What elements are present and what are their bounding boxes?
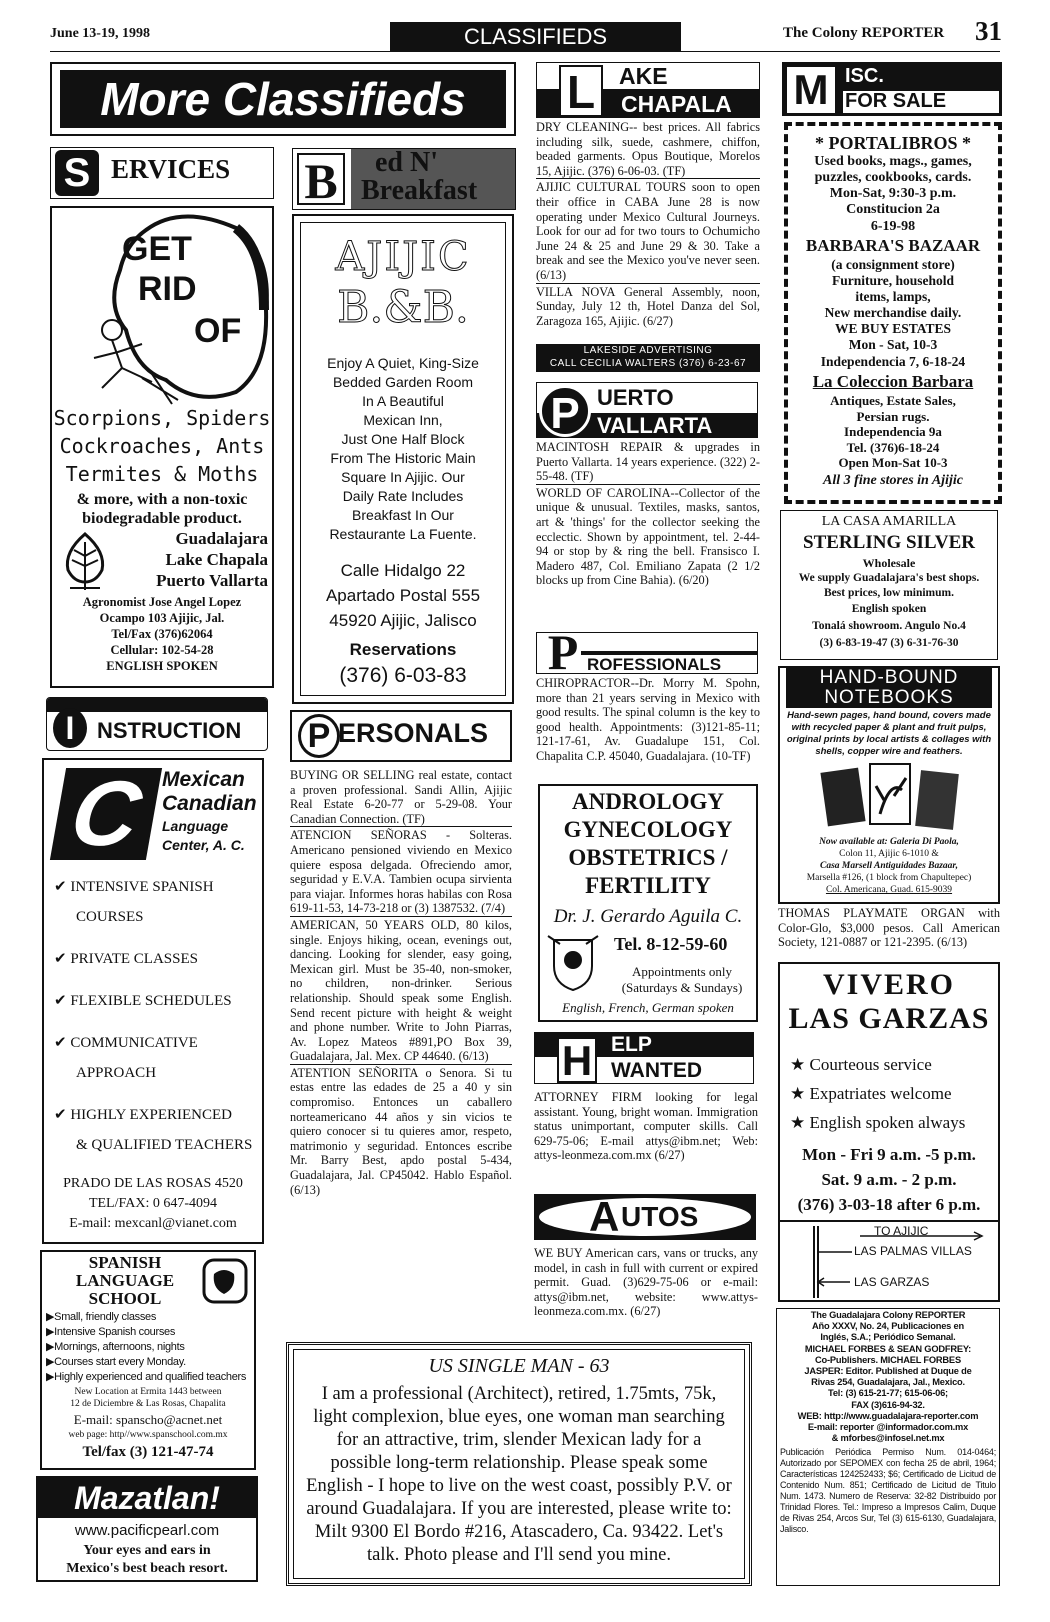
mc-address: PRADO DE LAS ROSAS 4520 — [63, 1176, 243, 1191]
pest-line-2: Cockroaches, Ants — [59, 434, 265, 458]
puerto-title-1: UERTO — [597, 385, 674, 410]
mazatlan-web: www.pacificpearl.com — [74, 1522, 220, 1539]
services-header — [50, 147, 274, 199]
header-rule — [50, 51, 1000, 52]
bnb-title-1: ed N' — [375, 148, 438, 178]
bnb-desc-4: Mexican Inn, — [363, 412, 443, 428]
bnb-name-1: AJIJIC — [335, 234, 471, 280]
notebooks-desc-3: original prints by local artists & collages with — [786, 734, 992, 745]
mc-item-1b: COURSES — [76, 909, 144, 925]
pest-city-3: Puerto Vallarta — [156, 571, 268, 590]
pest-get: GET — [122, 230, 192, 268]
bnb-letter: B — [297, 153, 345, 205]
personals-header — [290, 710, 512, 762]
pest-city-2: Lake Chapala — [165, 550, 268, 569]
portalibros-ad — [784, 122, 1002, 504]
pest-agronomist: Agronomist Jose Angel Lopez — [82, 595, 242, 609]
bug-character-icon — [82, 308, 192, 408]
barbaras-line-4: items, lamps, — [855, 289, 931, 304]
mc-logo: C — [50, 768, 162, 860]
single-body: I am a professional (Architect), retired, 1.75mts, 75k, light complexion, blue eyes, one woman man searching for an attractive, trim, slender Mexican lady for a possible long-term relationship. Please speak some English - I hope to live on the west coast, possibly P.V. or around Guadalajara. If you are interested, please write to: Milt 9300 El Bordo #216, Atascadero, Ca. 93422. Let's talk. Photo please and I'll send you mine. — [306, 1384, 732, 1565]
andro-line-4: FERTILITY — [585, 873, 711, 898]
bnb-desc-6: From The Historic Main — [330, 450, 476, 466]
services-title: ERVICES — [111, 154, 231, 184]
pest-line-1: Scorpions, Spiders — [53, 406, 271, 430]
coleccion-footer: All 3 fine stores in Ajijic — [823, 473, 963, 488]
masthead-line-8: Tel: (3) 615-21-77; 615-06-06; — [828, 1388, 948, 1399]
sls-bullet-1: ▶Small, friendly classes — [46, 1311, 157, 1323]
mc-item-2: ✔ PRIVATE CLASSES — [54, 951, 198, 967]
pest-line-4: & more, with a non-toxic — [76, 491, 248, 508]
puerto-letter: P — [539, 385, 591, 437]
pest-control-ad — [50, 206, 274, 688]
pest-english: ENGLISH SPOKEN — [106, 659, 218, 673]
bnb-desc-3: In A Beautiful — [362, 393, 444, 409]
barbaras-hours: Mon - Sat, 10-3 — [848, 337, 938, 352]
mc-item-5b: & QUALIFIED TEACHERS — [76, 1137, 253, 1153]
bnb-address-1: Calle Hidalgo 22 — [340, 561, 466, 580]
vivero-ad — [778, 962, 1000, 1302]
mouth-logo-icon — [202, 1258, 248, 1304]
page-number: 31 — [975, 16, 1002, 46]
andro-phone: Tel. 8-12-59-60 — [614, 934, 728, 954]
bnb-desc-5: Just One Half Block — [341, 431, 465, 447]
bnb-name-2: B.&B. — [337, 282, 469, 333]
bnb-header — [292, 148, 516, 210]
masthead-line-2: Año XXXV, No. 24, Publicaciones en — [812, 1321, 964, 1332]
silver-line-3: Wholesale — [862, 556, 916, 570]
help-title-2: WANTED — [611, 1059, 702, 1082]
personal-ad-1: BUYING OR SELLING real estate, contact a proven professional. Sandi Allin, Ajijic Real Estate 6-20-77 or 5-29-08. Your Canadian Connection. (TF) — [290, 768, 512, 826]
banner-frame — [50, 62, 516, 136]
pest-city-1: Guadalajara — [175, 529, 268, 548]
masthead-line-5: Co-Publishers. MICHAEL FORBES — [815, 1354, 961, 1365]
personal-ad-2: ATENCION SEÑORAS - Solteras. Americano pensioned viviendo en Mexico quiere esposa delgada. Ofreciendo amor, seguridad y E.V.A. Tambien ocupa sirvienta para viajar. Informes horas habilas con Rosa 619-11-53, 14-73-218 or (3) 1387532. (7/4) — [290, 828, 512, 916]
lake-letter: L — [559, 65, 603, 117]
barbaras-line-3: Furniture, household — [831, 273, 955, 288]
bnb-reservations: Reservations — [349, 640, 457, 659]
silver-showroom: Tonalá showroom. Angulo No.4 — [812, 620, 966, 632]
lake-ad-2: AJIJIC CULTURAL TOURS soon to open their office in CABA June 28 is now operating under Mexico Cultural Journeys. Look for our ad for two tours to Ochumicho June 24 & 25 and June 29 & 30. Take a break and see the Mexico you've never seen. (6/13) — [536, 180, 760, 282]
lake-title-2: CHAPALA — [621, 91, 732, 117]
map-las-garzas: LAS GARZAS — [854, 1275, 930, 1289]
pest-telfax: Tel/Fax (376)62064 — [111, 627, 213, 641]
pest-line-5: biodegradable product. — [82, 510, 242, 527]
vivero-weekday-hours: Mon - Fri 9 a.m. -5 p.m. — [802, 1145, 976, 1164]
masthead-line-10: WEB: http://www.guadalajara-reporter.com — [797, 1410, 979, 1421]
bnb-title-2: Breakfast — [361, 175, 478, 206]
puerto-title-2: VALLARTA — [597, 413, 713, 438]
andro-line-1: ANDROLOGY — [571, 789, 725, 814]
mc-item-3: ✔ FLEXIBLE SCHEDULES — [54, 993, 232, 1009]
notebooks-illustration — [820, 760, 960, 832]
map-las-palmas: LAS PALMAS VILLAS — [854, 1244, 972, 1258]
vivero-phone: (376) 3-03-18 after 6 p.m. — [797, 1195, 981, 1214]
masthead-legal: Publicación Periódica Permiso Num. 014-0464; Autorizado por SEPOMEX con fecha 25 de abril, 1964; Características 124252433; $6; Certificado de Licitud de Contenido Num. 851; Certificado de Licitud de Titulo Num. 1473. Numero de Reserva: 32-82 Distribuido por Trinidad Flores. Tel.: Impreso a Impresos Calim, Duque de Rivas 254, Arcos Sur, Tel (3) 615-6130, Guadalajara, Jalisco. — [780, 1447, 996, 1534]
bnb-desc-8: Daily Rate Includes — [342, 488, 464, 504]
mexican-canadian-ad — [42, 758, 264, 1244]
andro-languages: English, French, German spoken — [562, 1000, 734, 1015]
section-title: CLASSIFIEDS — [390, 22, 681, 52]
vivero-title-2: LAS GARZAS — [788, 1002, 990, 1035]
andro-appointments: Appointments only — [631, 964, 733, 979]
lake-ad-1: DRY CLEANING-- best prices. All fabrics including silk, suede, cashmere, chiffon, beaded garments. Opus Boutique, Morelos 15, Ajijic. (376) 6-06-03. (TF) — [536, 120, 760, 178]
masthead-line-6: JASPER: Editor. Published at Duque de — [804, 1366, 972, 1377]
professionals-header — [536, 632, 758, 674]
sls-bullet-5: ▶Highly experienced and qualified teachers — [46, 1371, 247, 1383]
professionals-letter: P — [547, 632, 579, 674]
pest-address: Ocampo 103 Ajijic, Jal. — [99, 611, 225, 625]
notebooks-avail-5: Col. Americana, Guad. 615-9039 — [825, 885, 953, 895]
personals-title: ERSONALS — [338, 718, 489, 748]
porta-address: Constitucion 2a — [846, 202, 940, 217]
sls-bullet-2: ▶Intensive Spanish courses — [46, 1326, 176, 1338]
misc-letter: M — [787, 67, 835, 113]
sls-title-3: SCHOOL — [88, 1289, 162, 1308]
mc-name-4: Center, A. C. — [162, 837, 245, 853]
andro-line-3: OBSTETRICS / — [568, 845, 728, 870]
mazatlan-ad — [36, 1476, 258, 1582]
notebooks-avail-2: Colon 11, Ajijic 6-1010 & — [839, 849, 939, 859]
mazatlan-tag-2: Mexico's best beach resort. — [66, 1561, 228, 1576]
mazatlan-tag-1: Your eyes and ears in — [83, 1543, 211, 1558]
puerto-ad-2: WORLD OF CAROLINA--Collector of the unique & unusual. Textiles, masks, santos, art & 'things' for the collector seeking the ecclectic. Shown by appointment, tel. 2-44-94 or stop by & ring the bell. Fransisco I. Madero 487, Col. Emiliano Zapata (2 1/2 blocks up from Cine Bahia). (6/20) — [536, 485, 760, 588]
autos-title: UTOS — [621, 1201, 699, 1232]
misc-title-1: ISC. — [845, 65, 884, 87]
lake-title-1: AKE — [619, 63, 668, 89]
single-title: US SINGLE MAN - 63 — [428, 1355, 610, 1377]
masthead-line-12: & mforbes@infosel.net.mx — [831, 1433, 945, 1444]
silver-line-5: Best prices, low minimum. — [823, 587, 954, 599]
notebooks-avail-1: Now available at: Galeria Di Paola, — [819, 837, 959, 847]
silver-line-1: LA CASA AMARILLA — [821, 514, 957, 529]
mc-email: E-mail: mexcanl@vianet.com — [69, 1216, 237, 1231]
bnb-desc-7: Square In Ajijic. Our — [341, 469, 465, 485]
banner-title: More Classifieds — [60, 70, 506, 128]
personal-ad-3: AMERICAN, 50 YEARS OLD, 80 kilos, single. Enjoys hiking, ocean, evenings out, dancing. Looking for slender, easy going, Mexican girl. Must be 35-40, non-smoker, no children, non-drinker. Serious relationship. Should speak some English. Send recent picture with height & weight and phone number. Write to John Piarras, Av. Lopez Mateos #891,PO Box 39, Guadalajara, Jal. Mex. CP 44640. (6/13) — [290, 917, 512, 1064]
professionals-title: ROFESSIONALS — [587, 655, 722, 674]
vivero-service: ★ Courteous service — [790, 1055, 932, 1074]
lake-ad-3: VILLA NOVA General Assembly, noon, Sunday, July 12 th, Hotel Danza del Sol, Zaragoza 165, Ajijic. (6/27) — [536, 284, 760, 328]
help-title-1: ELP — [611, 1033, 652, 1056]
porta-title: * PORTALIBROS * — [814, 133, 972, 153]
vivero-english: ★ English spoken always — [790, 1113, 966, 1132]
silver-line-4: We supply Guadalajara's best shops. — [798, 572, 980, 584]
coleccion-line-3: Persian rugs. — [856, 408, 930, 424]
notebooks-desc-2: with recycled paper & plant and fruit pulps, — [791, 722, 987, 733]
masthead-line-9: FAX (3)616-94-32. — [851, 1399, 925, 1410]
attorney-ad: ATTORNEY FIRM looking for legal assistant. Young, bright woman. Immigration status unimportant, computer skills. Call 629-75-06; E-mail attys@ibm.net; Web: attys-leonmeza.com.mx (6/27) — [534, 1090, 758, 1163]
paper-name: The Colony REPORTER — [783, 25, 945, 41]
mc-item-5: ✔ HIGHLY EXPERIENCED — [54, 1107, 232, 1123]
instruction-title: NSTRUCTION — [97, 718, 242, 743]
masthead-line-1: The Guadalajara Colony REPORTER — [810, 1310, 966, 1320]
notebooks-title-1: HAND-BOUND — [819, 668, 959, 688]
masthead-line-3: Inglés, S.A.; Periódico Semanal. — [820, 1332, 956, 1343]
casa-amarilla-ad — [780, 510, 998, 660]
lakeside-call: CALL CECILIA WALTERS (376) 6-23-67 — [549, 358, 747, 369]
sls-location-2: 12 de Diciembre & Las Rosas, Chapalita — [70, 1399, 226, 1409]
vivero-title-1: VIVERO — [822, 968, 955, 1001]
services-letter: S — [55, 150, 99, 196]
notebooks-desc-1: Hand-sewn pages, hand bound, covers made — [787, 710, 991, 721]
andrology-ad — [538, 784, 758, 1022]
mc-item-4: ✔ COMMUNICATIVE — [54, 1035, 198, 1051]
sls-bullet-4: ▶Courses start every Monday. — [46, 1356, 186, 1368]
mc-name-2: Canadian — [162, 792, 257, 815]
barbaras-title: BARBARA'S BAZAAR — [805, 236, 981, 255]
misc-title-2: FOR SALE — [845, 90, 947, 112]
pest-line-3: Termites & Moths — [65, 462, 259, 486]
single-man-ad — [286, 1342, 752, 1586]
mc-name-3: Language — [162, 818, 229, 834]
notebooks-avail-4: Marsella #126, (1 block from Chapultepec) — [806, 873, 972, 883]
page-date: June 13-19, 1998 — [50, 26, 150, 41]
andro-line-2: GYNECOLOGY — [563, 817, 733, 842]
barbaras-line-5: New merchandise daily. — [824, 305, 962, 320]
medical-seal-icon — [546, 932, 600, 994]
pest-cellular: Cellular: 102-54-28 — [110, 643, 214, 657]
barbaras-line-2: (a consignment store) — [831, 257, 955, 272]
coleccion-line-2: Antiques, Estate Sales, — [830, 393, 956, 408]
help-header — [534, 1032, 754, 1084]
silver-line-2: STERLING SILVER — [803, 532, 975, 553]
sls-title-1: SPANISH — [88, 1253, 162, 1272]
coleccion-title: La Coleccion Barbara — [812, 372, 974, 391]
notebooks-desc-4: shells, copper wire and feathers. — [815, 746, 963, 757]
help-letter: H — [557, 1037, 597, 1083]
porta-phone: 6-19-98 — [870, 219, 916, 234]
lakeside-advertising: LAKESIDE ADVERTISING — [583, 345, 713, 356]
mc-item-4b: APPROACH — [76, 1065, 157, 1081]
coleccion-hours: Open Mon-Sat 10-3 — [838, 455, 948, 470]
notebooks-avail-3: Casa Marsell Antiguidades Bazaar, — [820, 861, 958, 871]
sls-location-1: New Location at Ermita 1443 between — [74, 1387, 222, 1397]
autos-letter: A — [589, 1194, 620, 1240]
bnb-phone: (376) 6-03-83 — [339, 664, 467, 687]
masthead-line-11: E-mail: reporter @informador.com.mx — [807, 1422, 969, 1433]
sls-title-2: LANGUAGE — [75, 1271, 175, 1290]
mazatlan-title: Mazatlan! — [38, 1478, 256, 1518]
silver-phones: (3) 6-83-19-47 (3) 6-31-76-30 — [819, 637, 959, 649]
instruction-letter: I — [53, 708, 87, 748]
autos-header — [534, 1194, 756, 1240]
personals-letter: P — [298, 714, 340, 758]
leaf-logo-icon — [60, 532, 110, 592]
barbaras-line-6: WE BUY ESTATES — [834, 321, 952, 336]
barbaras-address: Independencia 7, 6-18-24 — [820, 354, 966, 369]
andro-days: (Saturdays & Sundays) — [621, 980, 743, 995]
masthead-line-7: Rivas 254, Guadalajara, Jal., Mexico. — [811, 1377, 965, 1388]
instruction-bar — [47, 698, 267, 712]
vivero-saturday-hours: Sat. 9 a.m. - 2 p.m. — [821, 1170, 957, 1189]
porta-line-2: Used books, mags., games, — [814, 154, 972, 169]
bnb-desc-9: Breakfast In Our — [352, 507, 454, 523]
mc-item-1: ✔ INTENSIVE SPANISH — [54, 879, 214, 895]
silver-line-6: English spoken — [851, 603, 927, 615]
spanish-school-ad — [40, 1250, 256, 1470]
bnb-desc-10: Restaurante La Fuente. — [329, 526, 477, 542]
bnb-address-2: Apartado Postal 555 — [325, 586, 481, 605]
instruction-header — [46, 697, 268, 751]
pest-rid: RID — [138, 270, 197, 308]
lake-header — [536, 62, 760, 118]
sls-telfax: Tel/fax (3) 121-47-74 — [82, 1444, 214, 1460]
coleccion-address: Independencia 9a — [844, 424, 942, 439]
bnb-address-3: 45920 Ajijic, Jalisco — [329, 611, 477, 630]
sls-bullet-3: ▶Mornings, afternoons, nights — [46, 1341, 185, 1353]
puerto-header — [536, 382, 758, 438]
mc-telfax: TEL/FAX: 0 647-4094 — [88, 1196, 218, 1211]
chiropractor-ad: CHIROPRACTOR--Dr. Morry M. Spohn, more than 21 years serving in Mexico with good results. The spinal column is the key to good health. Appointments: (3)121-85-11; 121-17-61, Av. Guadalupe 151, Col. Chapalita C.P. 45040, Guadalajara. (10-TF) — [536, 676, 760, 763]
mc-name-1: Mexican — [162, 768, 245, 791]
coleccion-phone: Tel. (376)6-18-24 — [846, 439, 940, 455]
masthead-line-4: MICHAEL FORBES & SEAN GODFREY: — [804, 1343, 972, 1354]
ajijic-bnb-ad — [292, 214, 514, 704]
pest-of: OF — [194, 312, 242, 350]
bnb-desc-2: Bedded Garden Room — [332, 374, 474, 390]
porta-line-3: puzzles, cookbooks, cards. — [814, 170, 972, 185]
vivero-expatriates: ★ Expatriates welcome — [790, 1084, 952, 1103]
sls-web: web page: http//www.spanschool.com.mx — [68, 1430, 228, 1440]
notebooks-ad — [778, 666, 1000, 904]
porta-hours: Mon-Sat, 9:30-3 p.m. — [829, 186, 957, 201]
masthead — [776, 1308, 1000, 1586]
map-to-ajijic: TO AJIJIC — [874, 1224, 929, 1238]
sls-email: E-mail: spanscho@acnet.net — [73, 1412, 223, 1427]
notebooks-title-2: NOTEBOOKS — [824, 687, 954, 708]
autos-ad: WE BUY American cars, vans or trucks, any model, in cash in full with current or expired permit. Guad. (3)629-75-06 or e-mail: attys@ibm.net, website: www.attys-leonmeza.com.mx. (6/27) — [534, 1246, 758, 1319]
puerto-ad-1: MACINTOSH REPAIR & upgrades in Puerto Vallarta. 14 years experience. (322) 2-55-48. (TF) — [536, 440, 760, 484]
organ-ad: THOMAS PLAYMATE ORGAN with Color-Glo, $3,000 pesos. Call American Society, 121-0887 or 121-2395. (6/13) — [778, 906, 1000, 950]
andro-doctor: Dr. J. Gerardo Aguila C. — [553, 906, 743, 927]
personal-ad-4: ATENTION SEÑORITA o Senora. Si tu estas entre las edades de 25 a 40 y sin compromiso. Entonces un caballero norteamericano 44 años y sin vicios te quiero conocer si tu quieres amor, respeto, matrimonio y seguridad. Entonces escribe Mr. Barry Best, apdo postal 5-434, Guadalajara, Jal. CP45042. Hablo Español. (6/13) — [290, 1065, 512, 1197]
misc-header — [782, 62, 1002, 116]
bnb-desc-1: Enjoy A Quiet, King-Size — [327, 355, 479, 371]
